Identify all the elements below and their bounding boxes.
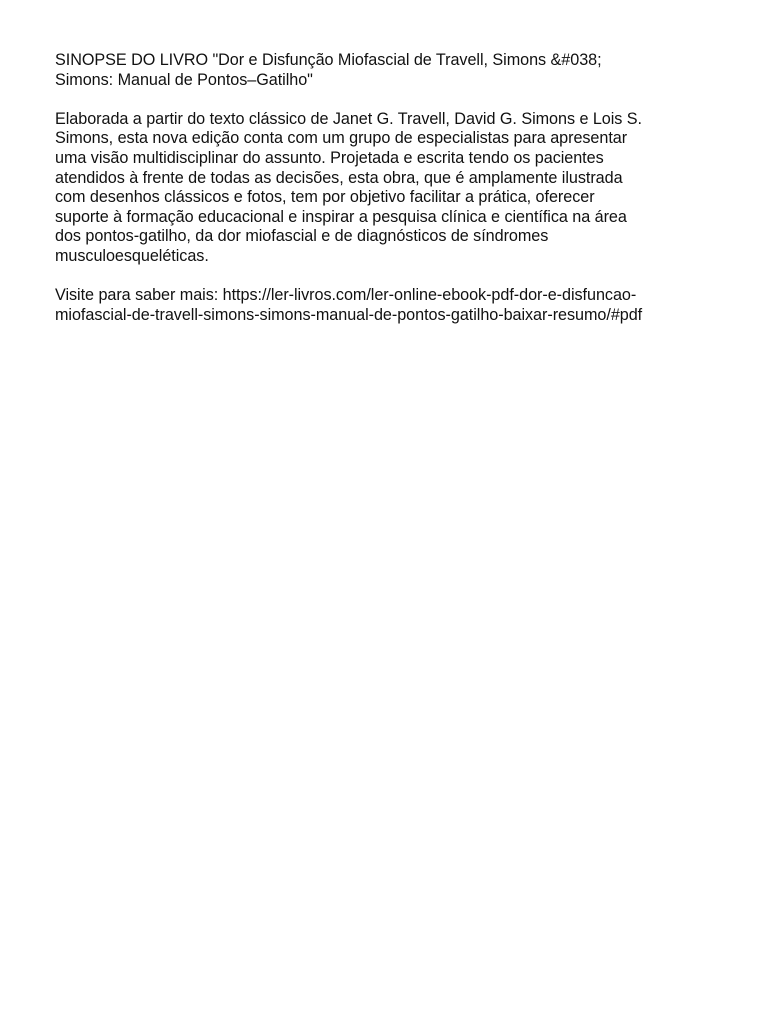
body-line: com desenhos clássicos e fotos, tem por objetivo facilitar a prática, oferecer — [55, 188, 595, 207]
body-line: dos pontos-gatilho, da dor miofascial e de diagnósticos de síndromes — [55, 227, 549, 246]
more-info-line: miofascial-de-travell-simons-simons-manual-de-pontos-gatilho-baixar-resumo/#pdf — [55, 305, 643, 324]
body-line: suporte à formação educacional e inspirar a pesquisa clínica e científica na área — [55, 207, 627, 226]
body-line: musculoesqueléticas. — [55, 246, 209, 265]
body-line: uma visão multidisciplinar do assunto. Projetada e escrita tendo os pacientes — [55, 148, 604, 167]
body-line: Simons, esta nova edição conta com um grupo de especialistas para apresentar — [55, 129, 628, 148]
document-content — [55, 51, 730, 345]
more-info-paragraph — [55, 286, 730, 325]
more-info-line: Visite para saber mais: https://ler-livros.com/ler-online-ebook-pdf-dor-e-disfuncao- — [55, 286, 637, 305]
synopsis-paragraph — [55, 110, 730, 267]
document-title — [55, 51, 730, 90]
title-line: SINOPSE DO LIVRO "Dor e Disfunção Miofascial de Travell, Simons &#038; — [55, 51, 602, 69]
body-line: Elaborada a partir do texto clássico de Janet G. Travell, David G. Simons e Lois S. — [55, 109, 642, 128]
title-line: Simons: Manual de Pontos–Gatilho" — [55, 70, 313, 89]
body-line: atendidos à frente de todas as decisões, esta obra, que é amplamente ilustrada — [55, 168, 623, 187]
